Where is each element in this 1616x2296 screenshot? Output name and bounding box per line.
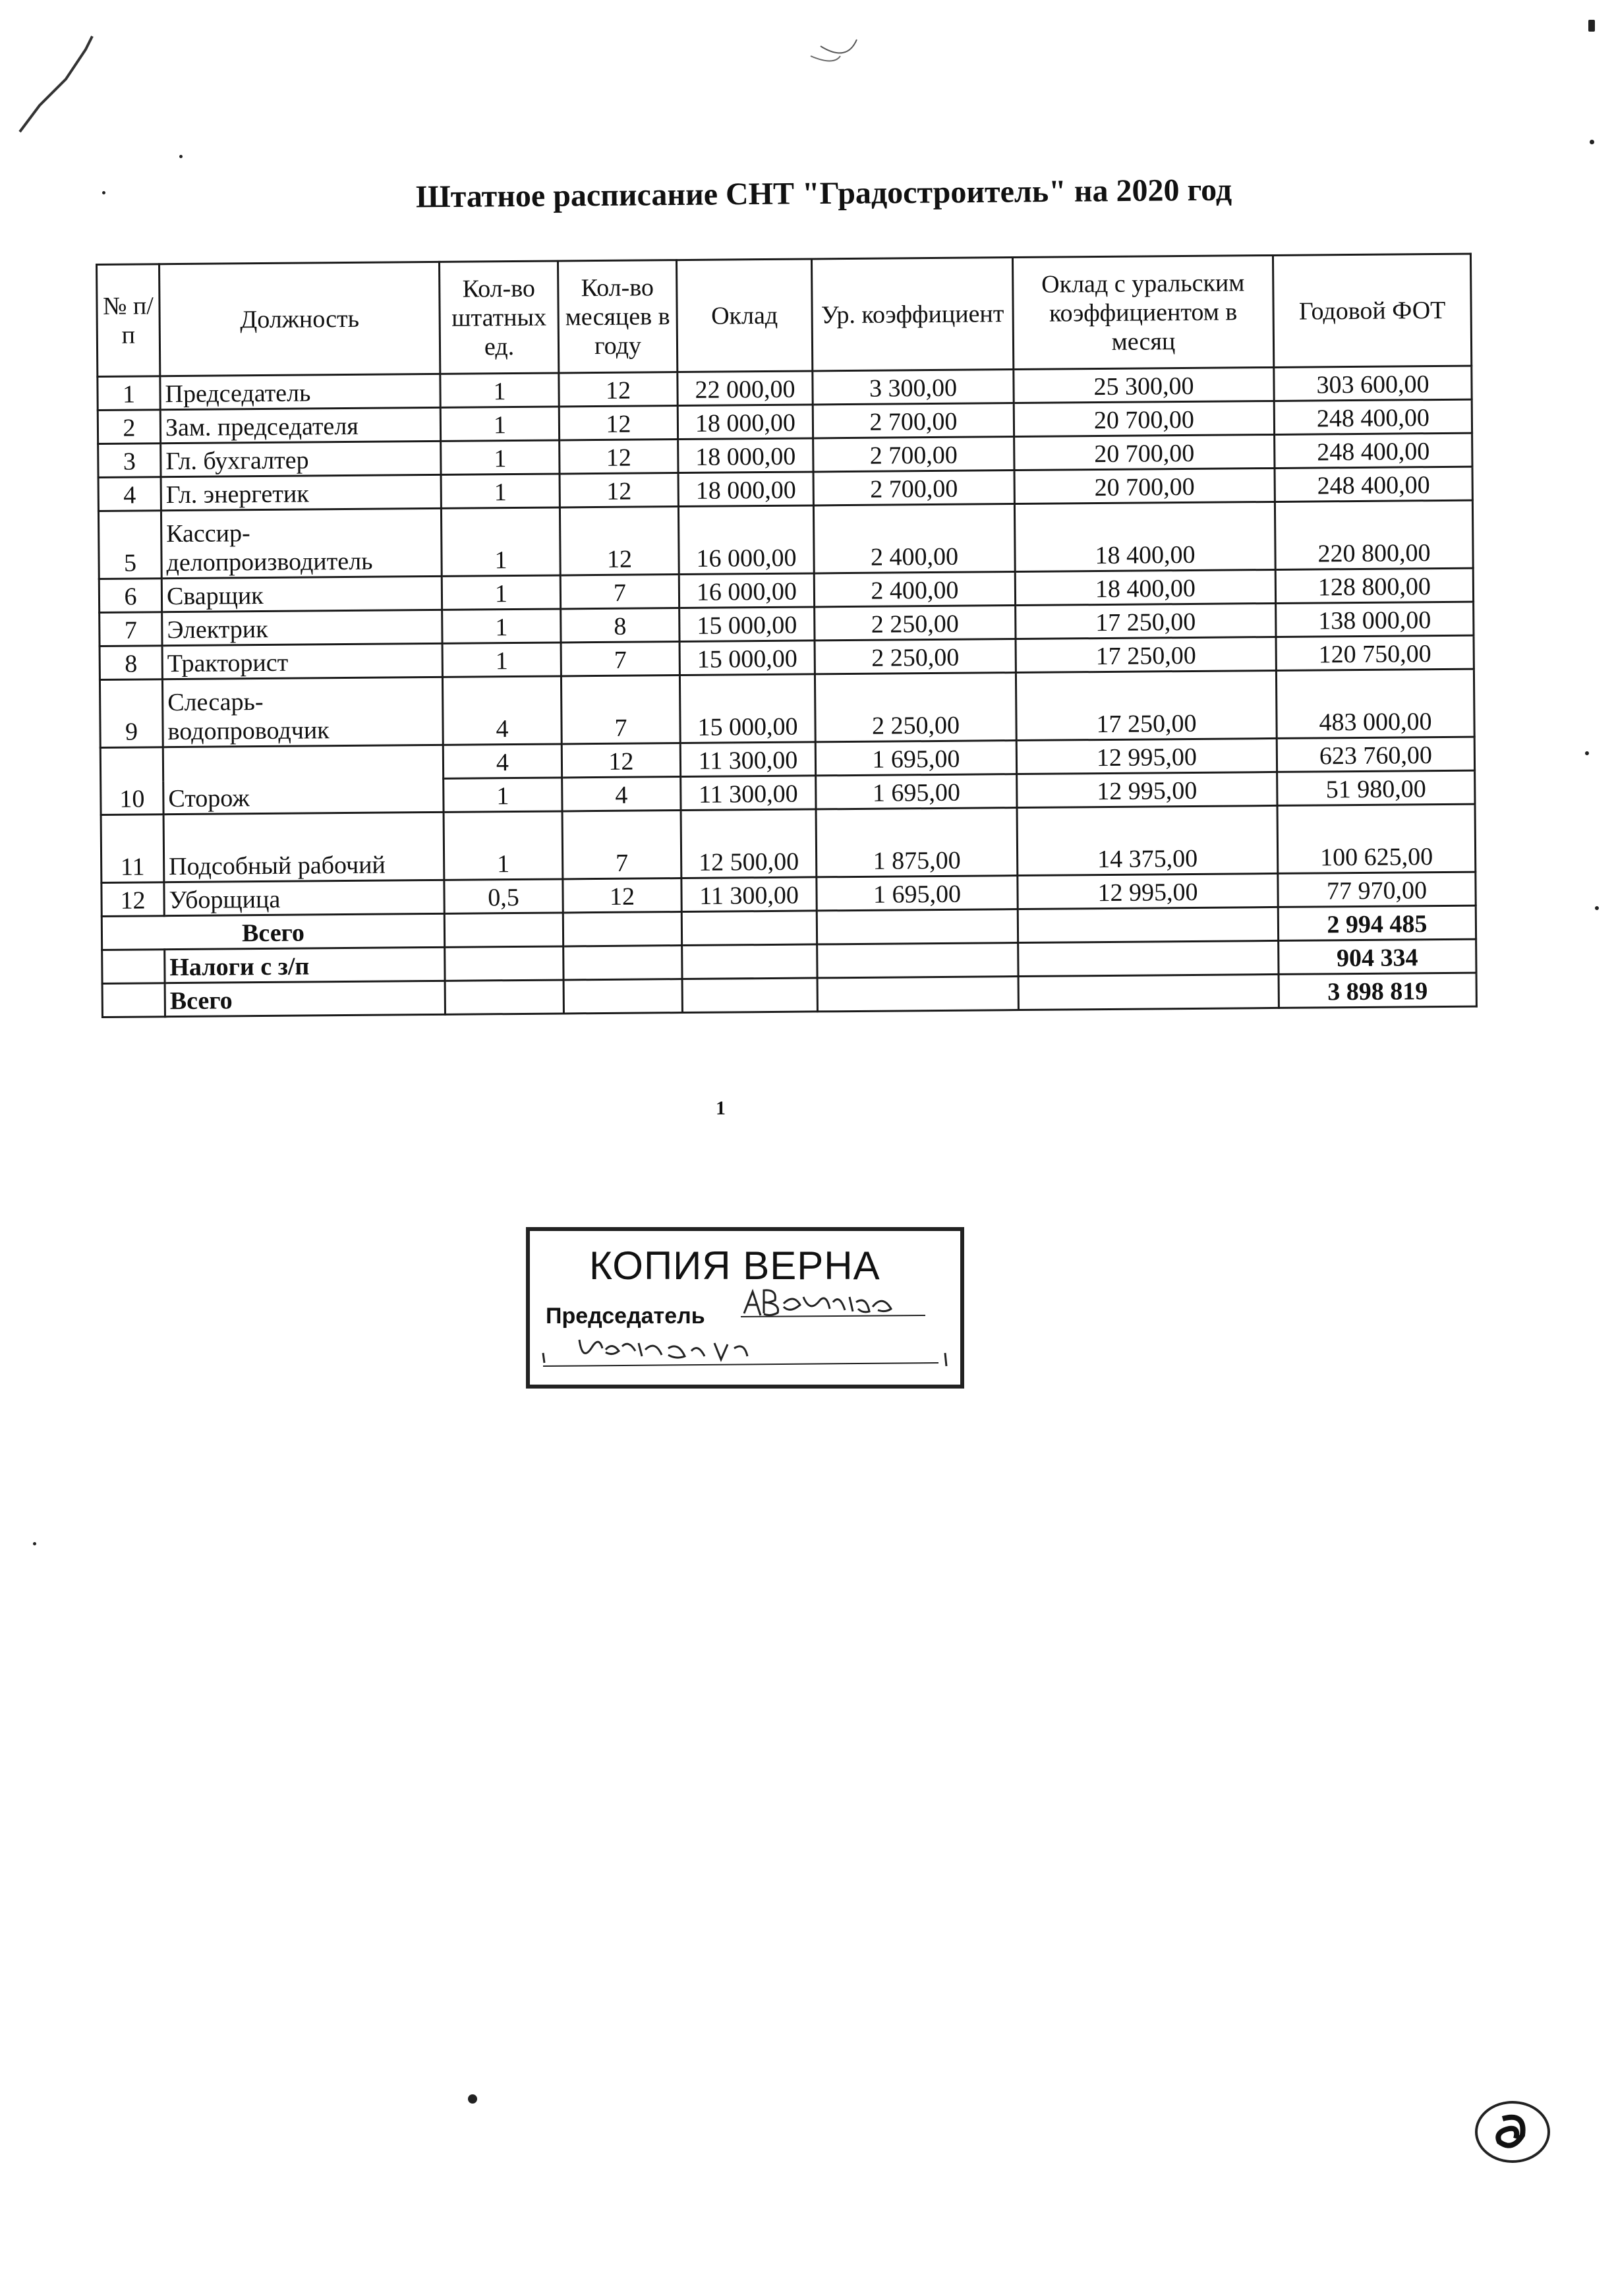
cell-units: 1 [441, 474, 560, 508]
staff-schedule-table [96, 253, 1478, 1018]
scan-speck [179, 155, 183, 158]
empty-cell [102, 983, 165, 1018]
cell-position-line2: делопроизводитель [166, 547, 373, 577]
cell-annual: 77 970,00 [1278, 872, 1476, 907]
header-staff-units: Кол-во штатных ед. [439, 261, 558, 374]
scan-speck [1595, 906, 1599, 910]
empty-cell [817, 977, 1018, 1012]
staff-schedule-table-wrap [96, 253, 1476, 1018]
corner-handwritten-mark [1463, 2089, 1562, 2175]
cell-salary: 11 300,00 [680, 742, 815, 777]
cell-units: 1 [442, 609, 561, 643]
cell-coef: 3 300,00 [813, 370, 1014, 405]
cell-salary: 18 000,00 [678, 405, 813, 440]
cell-num: 4 [98, 477, 161, 511]
empty-cell [563, 979, 682, 1014]
handwritten-signature [530, 1231, 968, 1392]
cell-salary: 15 000,00 [679, 641, 815, 675]
cell-months: 12 [559, 372, 678, 407]
cell-annual: 220 800,00 [1275, 500, 1473, 569]
cell-monthly: 12 995,00 [1018, 873, 1278, 909]
cell-monthly: 17 250,00 [1016, 603, 1276, 639]
cell-months: 7 [562, 811, 681, 879]
cell-months: 4 [562, 777, 681, 811]
cell-coef: 2 250,00 [815, 606, 1016, 641]
cell-position [161, 508, 442, 578]
cell-months: 12 [560, 507, 679, 575]
cell-units: 0,5 [444, 879, 563, 913]
subtotal-value: 2 994 485 [1278, 905, 1476, 940]
cell-salary: 15 000,00 [679, 674, 815, 743]
cell-salary: 16 000,00 [679, 573, 814, 608]
cell-monthly: 20 700,00 [1014, 468, 1275, 503]
cell-position-line1: Слесарь- [167, 688, 264, 717]
cell-position: Электрик [162, 610, 442, 645]
cell-salary: 11 300,00 [681, 877, 817, 912]
empty-cell [102, 950, 165, 984]
cell-coef: 2 700,00 [813, 471, 1014, 505]
header-annual-fund: Годовой ФОТ [1273, 254, 1471, 367]
cell-annual: 138 000,00 [1276, 602, 1474, 637]
cell-coef: 1 695,00 [816, 774, 1017, 809]
cell-num: 6 [99, 579, 161, 613]
cell-monthly: 18 400,00 [1014, 502, 1275, 571]
cell-monthly: 25 300,00 [1014, 367, 1274, 403]
empty-cell [817, 943, 1018, 978]
cell-months: 12 [560, 440, 678, 474]
cell-months: 12 [559, 406, 678, 440]
cell-position: Уборщица [164, 880, 444, 915]
cell-position-line1: Кассир- [166, 519, 250, 548]
header-months: Кол-во месяцев в году [558, 260, 677, 373]
cell-coef: 1 695,00 [815, 741, 1016, 776]
cell-units: 1 [441, 440, 560, 474]
empty-cell [1018, 907, 1278, 942]
header-salary-with-coef: Оклад с уральским коэффициентом в месяц [1012, 255, 1273, 369]
cell-coef: 1 875,00 [816, 808, 1018, 877]
table-header-row [97, 254, 1472, 376]
cell-monthly: 14 375,00 [1017, 805, 1278, 875]
cell-num: 7 [100, 612, 162, 646]
cell-months: 7 [561, 675, 680, 744]
cell-monthly: 12 995,00 [1016, 738, 1277, 774]
cell-position: Подсобный рабочий [163, 812, 444, 882]
empty-cell [682, 944, 817, 979]
cell-num: 2 [98, 410, 160, 444]
scan-speck [33, 1542, 36, 1545]
header-salary: Оклад [676, 259, 812, 372]
empty-cell [445, 980, 563, 1014]
cell-units: 1 [442, 643, 561, 677]
cell-salary: 22 000,00 [678, 371, 813, 406]
cell-coef: 2 700,00 [813, 403, 1014, 438]
cell-annual: 120 750,00 [1276, 635, 1474, 670]
cell-units: 1 [444, 811, 563, 880]
cell-num: 11 [101, 815, 164, 883]
cell-annual: 100 625,00 [1277, 804, 1476, 873]
cell-position: Сварщик [161, 576, 442, 612]
scan-speck [468, 2094, 477, 2104]
document-title: Штатное расписание СНТ "Градостроитель" на 2020 год [415, 172, 1232, 215]
cell-num: 3 [98, 444, 161, 478]
cell-num: 10 [100, 747, 163, 815]
cell-annual: 248 400,00 [1275, 433, 1472, 468]
cell-salary: 16 000,00 [678, 505, 814, 575]
empty-cell [563, 912, 681, 946]
cell-num: 5 [98, 511, 161, 579]
cell-annual: 248 400,00 [1275, 467, 1472, 502]
cell-months: 12 [560, 473, 678, 507]
empty-cell [682, 978, 817, 1013]
cell-annual: 248 400,00 [1274, 399, 1472, 434]
cell-months: 12 [562, 743, 680, 778]
empty-cell [1018, 974, 1279, 1010]
cell-units: 1 [444, 778, 562, 812]
table-row [101, 804, 1476, 882]
empty-cell [1018, 940, 1279, 976]
cell-coef: 2 700,00 [813, 437, 1014, 472]
cell-annual: 128 800,00 [1275, 568, 1473, 603]
cell-salary: 18 000,00 [678, 472, 813, 507]
cell-position: Тракторист [162, 643, 442, 679]
cell-position: Зам. председателя [160, 407, 440, 443]
cell-position: Гл. энергетик [161, 474, 441, 510]
cell-num: 8 [100, 646, 162, 680]
scan-speck [1590, 140, 1594, 144]
stamp-role: Председатель [546, 1304, 705, 1329]
empty-cell [817, 909, 1018, 944]
taxes-label: Налоги с з/п [165, 947, 445, 983]
cell-annual: 51 980,00 [1277, 770, 1475, 805]
header-num: № п/п [97, 264, 160, 377]
cell-monthly: 20 700,00 [1014, 401, 1274, 436]
empty-cell [444, 913, 563, 947]
cell-units: 1 [441, 507, 560, 576]
cell-units: 1 [440, 373, 559, 407]
page-number: 1 [716, 1097, 726, 1119]
cell-salary: 12 500,00 [681, 809, 817, 878]
cell-position: Сторож [163, 745, 444, 814]
cell-annual: 623 760,00 [1277, 737, 1474, 772]
cell-position: Председатель [160, 374, 440, 409]
cell-salary: 15 000,00 [679, 607, 815, 642]
cell-position: Гл. бухгалтер [161, 441, 441, 476]
scan-speck [1588, 20, 1595, 32]
cell-coef: 2 400,00 [813, 504, 1015, 573]
cell-salary: 18 000,00 [678, 438, 813, 473]
cell-salary: 11 300,00 [681, 776, 816, 811]
cell-coef: 2 250,00 [815, 673, 1016, 742]
cell-num: 12 [101, 882, 164, 917]
cell-monthly: 17 250,00 [1016, 670, 1277, 740]
cell-months: 7 [561, 642, 679, 676]
cell-num: 1 [98, 376, 160, 411]
total-label: Всего [165, 981, 445, 1016]
total-value: 3 898 819 [1279, 973, 1476, 1008]
taxes-value: 904 334 [1279, 939, 1476, 974]
empty-cell [563, 946, 682, 980]
stamp-title: КОПИЯ ВЕРНА [589, 1244, 880, 1288]
cell-position [162, 677, 443, 747]
cell-monthly: 20 700,00 [1014, 434, 1275, 470]
cell-position-line2: водопроводчик [167, 716, 330, 746]
cell-coef: 1 695,00 [817, 876, 1018, 911]
certified-copy-stamp [526, 1227, 964, 1389]
cell-coef: 2 400,00 [814, 572, 1015, 607]
cell-months: 8 [561, 608, 679, 643]
table-row [98, 500, 1473, 579]
cell-num: 9 [100, 679, 163, 748]
cell-units: 1 [442, 575, 560, 610]
cell-monthly: 17 250,00 [1016, 637, 1276, 672]
empty-cell [681, 911, 817, 946]
cell-months: 12 [563, 878, 681, 913]
header-ural-coef: Ур. коэффициент [811, 258, 1013, 371]
empty-cell [445, 946, 563, 981]
table-row [100, 669, 1474, 747]
subtotal-label: Всего [101, 913, 444, 950]
cell-annual: 483 000,00 [1276, 669, 1474, 738]
cell-months: 7 [560, 575, 679, 609]
scan-artifact-marks [0, 0, 1616, 264]
scan-speck [102, 191, 105, 194]
scan-speck [1585, 751, 1589, 755]
cell-coef: 2 250,00 [815, 639, 1016, 674]
cell-units: 1 [440, 407, 559, 441]
cell-units: 4 [443, 744, 562, 778]
cell-units: 4 [442, 676, 562, 745]
cell-annual: 303 600,00 [1274, 366, 1472, 401]
cell-monthly: 12 995,00 [1017, 772, 1277, 807]
header-position: Должность [159, 262, 440, 376]
cell-monthly: 18 400,00 [1015, 569, 1275, 605]
